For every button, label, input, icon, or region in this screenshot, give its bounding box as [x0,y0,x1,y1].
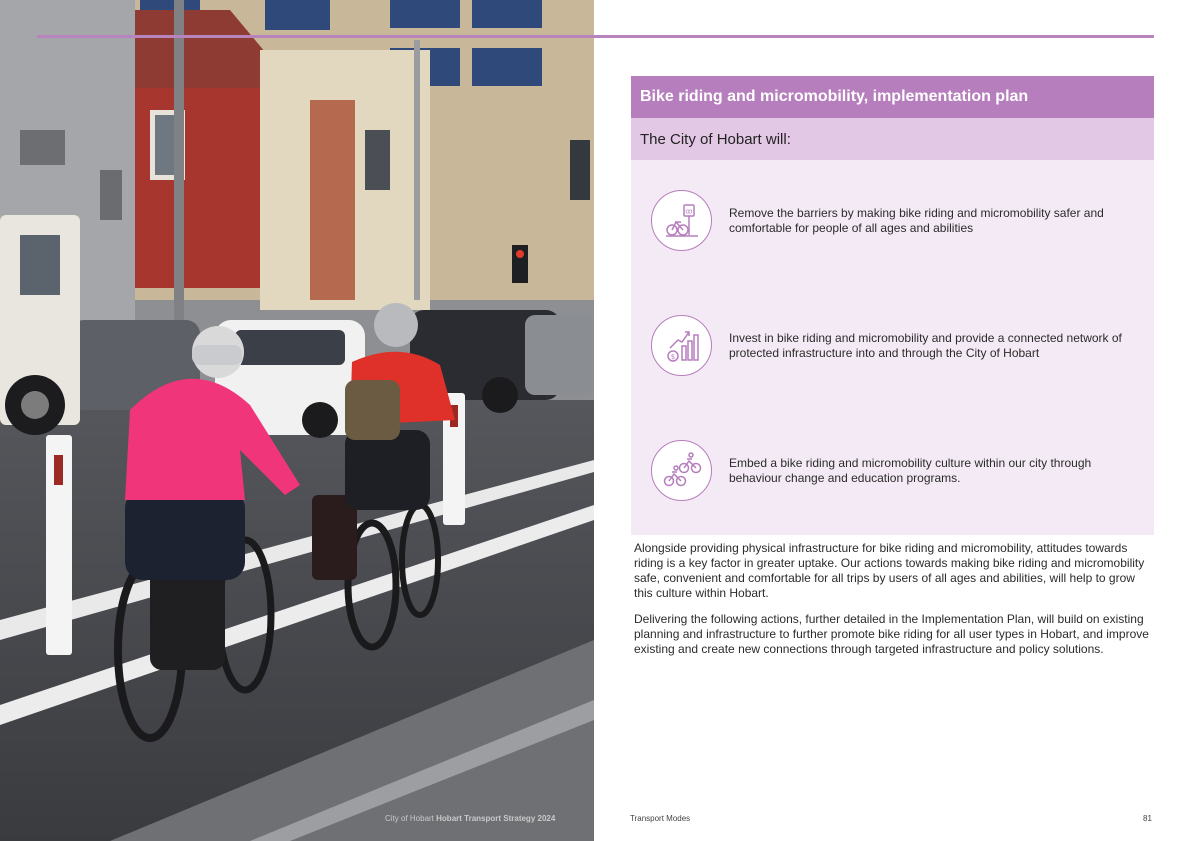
implementation-plan-panel [631,76,1154,535]
footer-section-name: Transport Modes [630,814,691,823]
photo-footer [385,814,555,823]
body-paragraph: Alongside providing physical infrastructure for bike riding and micromobility, attitudes towards riding is a key factor in greater uptake. Our actions towards making bike riding and micromobility safe, convenient and comfortable for all trips by users of all ages and abilities, will help to grow this culture within Hobart. [634,541,1145,600]
svg-text:ꝏ: ꝏ [684,207,693,215]
page-number: 81 [1143,814,1152,823]
svg-text:$: $ [670,352,675,361]
footer-org: City of Hobart [385,814,434,823]
top-divider [37,35,1154,38]
bike-parking-icon [651,190,712,251]
panel-subtitle: The City of Hobart will: [631,118,1154,160]
action-item [651,190,1141,251]
action-text: Remove the barriers by making bike riding and micromobility safer and comfortable for people of all ages and abilities [729,205,1104,235]
body-paragraph: Delivering the following actions, further detailed in the Implementation Plan, will build on existing planning and infrastructure to further promote bike riding for all user types in Hobart, and improve existing and create new connections through targeted infrastructure and policy solutions. [634,612,1149,656]
action-text: Embed a bike riding and micromobility culture within our city through behaviour change and education programs. [729,455,1092,485]
action-item [651,315,1141,376]
cyclists-icon [651,440,712,501]
action-text: Invest in bike riding and micromobility and provide a connected network of protected infrastructure into and through the City of Hobart [729,330,1122,360]
panel-title: Bike riding and micromobility, implementation plan [631,76,1154,118]
footer-document-title: Hobart Transport Strategy 2024 [436,814,556,823]
action-item [651,440,1141,501]
investment-growth-icon [651,315,712,376]
